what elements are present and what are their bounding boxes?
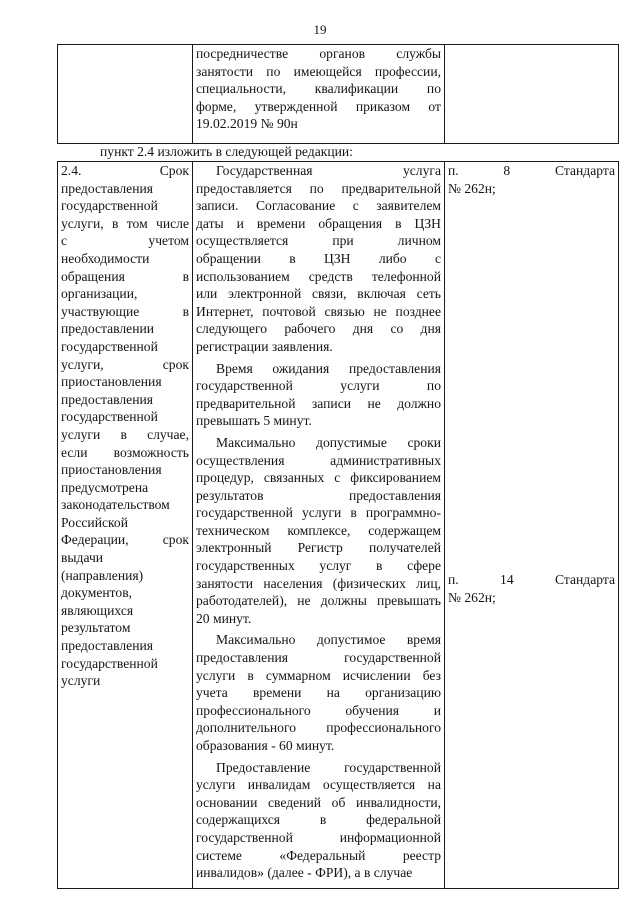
text-line: законодательством [61, 497, 170, 513]
text-line: предоставлении [61, 321, 155, 337]
text-line: приостановления [61, 374, 162, 390]
requirement-content-cell [193, 162, 445, 889]
text-line: специальности, квалификации по [196, 81, 441, 97]
text-line: форме, утвержденной приказом от [196, 98, 441, 114]
content-paragraph [196, 434, 441, 628]
text-line: Российской [61, 514, 128, 530]
text-line: государственной услуги в программно- [196, 505, 441, 521]
text-line: использованием средств телефонной [196, 268, 441, 284]
text-line: предоставления [61, 638, 154, 654]
requirement-content-text [196, 162, 441, 882]
text-line: Федерации, срок [61, 532, 189, 548]
text-line: документов, [61, 585, 133, 601]
amendment-intro: пункт 2.4 изложить в следующей редакции: [100, 144, 353, 159]
text-line: или электронной связи, включая сеть [196, 286, 441, 302]
text-line: п. 8 Стандарта [448, 163, 615, 178]
text-line: государственной [61, 655, 158, 671]
text-line: необходимости [61, 250, 150, 266]
text-line: услуги в суммарном исчислении без [196, 667, 441, 683]
text-line: образования - 60 минут. [196, 738, 335, 753]
text-line: приостановления [61, 462, 162, 478]
text-line: услуги [61, 673, 101, 689]
text-line: Максимально допустимое время [216, 632, 441, 648]
text-line: выдачи [61, 550, 104, 566]
empty-cell-right [445, 45, 619, 144]
text-line: регистрации заявления. [196, 338, 333, 354]
page-number: 19 [313, 22, 327, 37]
requirement-name-cell [58, 162, 193, 889]
legal-basis-cell [445, 162, 619, 889]
content-paragraph [196, 162, 441, 356]
text-line: предварительной записи не должно [196, 395, 441, 411]
text-line: 20 минут. [196, 610, 252, 626]
text-line: п. 14 Стандарта [448, 572, 615, 588]
text-line: работодателей), не должны превышать [196, 593, 441, 609]
text-line: предоставляется по предварительной [196, 180, 441, 196]
text-line: осуществляется при личном [196, 233, 441, 249]
content-paragraph [196, 759, 441, 882]
text-line: превышать 5 минут. [196, 413, 312, 429]
text-line: основании сведений об инвалидности, [196, 794, 441, 810]
text-line: Предоставление государственной [216, 759, 441, 775]
amendment-table [57, 161, 619, 889]
text-line: учета времени на организацию [196, 685, 441, 701]
content-paragraph [196, 631, 441, 754]
text-line: записи. Согласование с заявителем [196, 198, 441, 214]
text-line: № 262н; [448, 589, 496, 605]
text-line: услуги инвалидам осуществляется на [196, 777, 441, 793]
text-line: услуги, срок [61, 356, 189, 372]
text-line: техническом комплексе, содержащем [196, 522, 441, 538]
text-line: 2.4. Срок [61, 163, 189, 178]
text-line: государственной услуги по [196, 378, 441, 394]
text-line: Государственная услуга [216, 163, 441, 178]
text-line: являющихся [61, 602, 134, 618]
description-cell [193, 45, 445, 144]
text-line: результатов предоставления [196, 487, 441, 503]
text-line: если возможность [61, 444, 189, 460]
text-line: Максимально допустимые сроки [216, 434, 441, 450]
text-line: предоставления [61, 391, 154, 407]
text-line: 19.02.2019 № 90н [196, 116, 298, 132]
text-line: инвалидов» (далее - ФРИ), а в случае [196, 865, 413, 881]
text-line: обращения в [61, 268, 189, 284]
description-text [196, 45, 441, 133]
text-line: занятости населения (физических лиц, [196, 575, 441, 591]
text-line: государственной [61, 198, 158, 214]
text-line: (направления) [61, 567, 144, 583]
text-line: Время ожидания предоставления [216, 360, 441, 376]
text-line: посредничестве органов службы [196, 46, 441, 61]
content-paragraph [196, 360, 441, 430]
text-line: дополнительного профессионального [196, 720, 441, 736]
text-line: Интернет, почтовой связью не позднее [196, 303, 441, 319]
text-line: занятости по имеющейся профессии, [196, 63, 441, 79]
text-line: обращении в ЦЗН либо с [196, 250, 441, 266]
legal-reference-1 [448, 162, 615, 197]
text-line: результатом [61, 620, 131, 636]
text-line: предоставления [61, 180, 154, 196]
text-line: даты и времени обращения в ЦЗН [196, 215, 441, 231]
text-line: услуги в случае, [61, 426, 189, 442]
empty-cell-left [58, 45, 193, 144]
text-line: предусмотрена [61, 479, 149, 495]
text-line: № 262н; [448, 180, 496, 196]
text-line: профессионального обучения и [196, 702, 441, 718]
text-line: содержащихся в федеральной [196, 812, 441, 828]
text-line: государственной [61, 409, 158, 425]
text-line: процедур, связанных с фиксированием [196, 470, 441, 486]
legal-reference-2 [448, 571, 615, 606]
text-line: электронный Регистр получателей [196, 540, 441, 556]
text-line: участвующие в [61, 303, 189, 319]
text-line: государственных услуг в сфере [196, 558, 441, 574]
text-line: следующего рабочего дня со дня [196, 321, 441, 337]
text-line: организации, [61, 286, 138, 302]
text-line: системе «Федеральный реестр [196, 847, 441, 863]
continuation-table [57, 44, 619, 144]
text-line: государственной [61, 338, 158, 354]
requirement-name-text [61, 162, 189, 690]
text-line: осуществления административных [196, 452, 441, 468]
text-line: с учетом [61, 233, 189, 249]
text-line: предоставления государственной [196, 650, 441, 666]
text-line: государственной информационной [196, 829, 441, 845]
text-line: услуги, в том числе [61, 215, 189, 231]
